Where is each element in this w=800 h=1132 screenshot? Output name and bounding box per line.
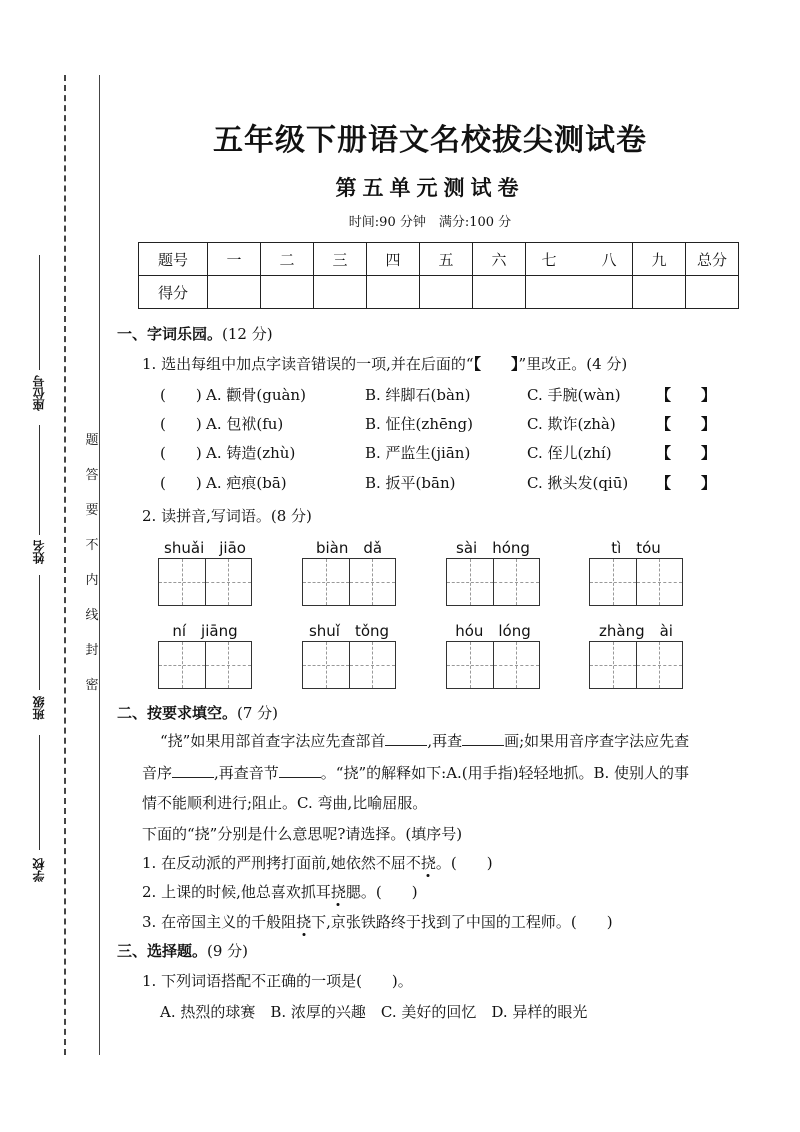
text: ,再查音节 [214,764,279,782]
grid-cell[interactable] [447,559,494,605]
section-points: (9 分) [207,942,249,960]
score-header-cell: 三 [314,243,367,276]
text: 。“挠”的解释如下:A.(用手指)轻轻地抓。B. 使别人的事 [320,764,690,782]
choice-options: A. 热烈的球赛 B. 浓厚的兴趣 C. 美好的回忆 D. 异样的眼光 [160,1003,588,1021]
option-a: A. 颧骨(guàn) [206,386,306,404]
character-grid[interactable] [302,641,396,689]
character-grid[interactable] [446,558,540,606]
option-c: C. 欺诈(zhà) [527,415,616,433]
score-table-header-row [139,243,739,276]
text: 2. 上课的时候,他总喜欢抓耳 [142,883,331,901]
character-grid[interactable] [589,558,683,606]
grid-cell[interactable] [637,559,683,605]
section-heading [117,323,273,344]
score-cell[interactable] [314,276,367,309]
answer-paren[interactable]: 下,京张铁路终于找到了中国的工程师。( ) [311,913,613,931]
pinyin-word-box [589,537,683,606]
grid-cell[interactable] [159,642,206,688]
grid-cell[interactable] [206,642,252,688]
section-heading-text: 三、选择题。 [117,942,208,960]
character-grid[interactable] [446,641,540,689]
pinyin-word-box [446,620,540,689]
answer-paren[interactable]: ( ) [160,474,202,492]
answer-paren[interactable]: 腮。( ) [345,883,418,901]
answer-brackets: 【 】 [473,355,519,373]
question-text: 1. 下列词语搭配不正确的一项是( )。 [142,972,413,990]
binding-line [99,75,100,1055]
text: 3. 在帝国主义的千般阻 [142,913,297,931]
pinyin-word-box [158,620,252,689]
score-cell[interactable] [473,276,526,309]
grid-cell[interactable] [206,559,252,605]
score-cell[interactable] [420,276,473,309]
page-subtitle: 第五单元测试卷 [335,175,525,200]
score-header-cell: 总分 [686,243,739,276]
section-heading [117,940,248,961]
correction-brackets[interactable]: 【 】 [656,474,717,492]
option-b: B. 扳平(bān) [365,474,456,492]
answer-paren[interactable]: ( ) [160,386,202,404]
option-c: C. 手腕(wàn) [527,386,621,404]
score-header-cell: 九 [633,243,686,276]
grid-cell[interactable] [159,559,206,605]
score-header-cell: 题号 [139,243,208,276]
seal-char: 要 [85,503,99,518]
correction-brackets[interactable]: 【 】 [656,444,717,462]
grid-cell[interactable] [494,642,540,688]
text: “挠”如果用部首查字法应先查部首 [160,732,386,750]
question-text-part: 1. 选出每组中加点字读音错误的一项,并在后面的“ [142,355,474,373]
dotted-char: 挠 [330,883,346,901]
name-label: 姓名 [32,540,46,564]
score-header-cell: 二 [261,243,314,276]
score-header-cell: 一 [208,243,261,276]
pinyin-label: zhàng ài [599,622,673,640]
seal-char: 密 [85,678,99,693]
option-b: B. 严监生(jiān) [365,444,471,462]
pinyin-word-box [589,620,683,689]
class-label: 班级 [32,696,46,720]
class-write-line [39,575,40,690]
character-grid[interactable] [158,641,252,689]
option-a: A. 疤痕(bā) [206,474,287,492]
pinyin-label: shuǎi jiāo [164,539,246,557]
fill-blank[interactable] [172,762,214,778]
pinyin-label: shuǐ tǒng [308,622,390,640]
dotted-char: 挠 [420,854,436,872]
character-grid[interactable] [158,558,252,606]
cut-dashed-line [64,75,66,1055]
question-text: 2. 读拼音,写词语。(8 分) [142,507,312,525]
seal-char: 不 [85,538,99,553]
grid-cell[interactable] [494,559,540,605]
seal-char: 封 [85,643,99,658]
text: ,再查 [427,732,463,750]
fill-blank[interactable] [279,762,321,778]
score-cell[interactable] [686,276,739,309]
seal-char: 内 [85,573,99,588]
dotted-char: 挠 [296,913,312,931]
pinyin-label: biàn dǎ [315,539,383,557]
grid-cell[interactable] [637,642,683,688]
school-label: 学校 [32,858,46,882]
school-write-line [39,735,40,850]
score-cell[interactable] [526,276,633,309]
seal-char: 题 [85,433,99,448]
text: 1. 在反动派的严刑拷打面前,她依然不屈不 [142,854,421,872]
sentence-item [142,911,613,932]
seat-write-line [39,255,40,370]
paragraph-line [160,726,689,756]
score-cell[interactable] [261,276,314,309]
sentence-item [142,881,418,902]
option-b: B. 怔住(zhēng) [365,415,473,433]
pinyin-word-box [302,537,396,606]
answer-paren[interactable]: 。( ) [435,854,493,872]
score-table [138,242,739,309]
instruction-text: 下面的“挠”分别是什么意思呢?请选择。(填序号) [142,825,463,843]
score-cell[interactable] [367,276,420,309]
page-title: 五年级下册语文名校拔尖测试卷 [213,123,647,158]
pinyin-word-box [302,620,396,689]
option-a: A. 包袱(fu) [206,415,284,433]
section-heading-text: 二、按要求填空。 [117,704,238,722]
score-cell[interactable] [633,276,686,309]
score-header-cell [526,243,633,276]
paragraph-line [142,758,689,788]
text: 画;如果用音序查字法应先查 [504,732,690,750]
option-b: B. 绊脚石(bàn) [365,386,471,404]
pinyin-label: ní jiāng [172,622,238,640]
grid-cell[interactable] [350,559,396,605]
text: 音序 [142,764,173,782]
fill-blank[interactable] [385,730,427,746]
grid-cell[interactable] [590,559,637,605]
name-write-line [39,425,40,535]
option-a: A. 铸造(zhù) [206,444,296,462]
pinyin-word-box [446,537,540,606]
answer-paren[interactable]: ( ) [160,444,202,462]
answer-paren[interactable]: ( ) [160,415,202,433]
option-c: C. 揪头发(qiū) [527,474,629,492]
seat-label: 座位号 [32,375,46,411]
seal-char: 线 [85,608,99,623]
sentence-item [142,852,493,873]
grid-cell[interactable] [590,642,637,688]
grid-cell[interactable] [447,642,494,688]
exam-meta: 时间:90 分钟 满分:100 分 [348,215,512,230]
section-points: (12 分) [222,325,273,343]
score-cell[interactable] [208,276,261,309]
grid-cell[interactable] [350,642,396,688]
score-header-text: 七 [541,250,557,269]
question-text-part: ”里改正。(4 分) [518,355,628,373]
score-header-cell: 六 [473,243,526,276]
pinyin-label: sài hóng [456,539,530,557]
character-grid[interactable] [589,641,683,689]
section-heading-text: 一、字词乐园。 [117,325,223,343]
option-c: C. 侄儿(zhí) [527,444,612,462]
score-row-label: 得分 [139,276,208,309]
paragraph-line: 情不能顺利进行;阻止。C. 弯曲,比喻屈服。 [142,794,428,812]
pinyin-word-box [158,537,252,606]
score-header-cell: 四 [367,243,420,276]
score-table-score-row [139,276,739,309]
fill-blank[interactable] [462,730,504,746]
pinyin-label: tì tóu [611,539,661,557]
correction-brackets[interactable]: 【 】 [656,386,717,404]
score-header-text: 八 [601,250,617,269]
pinyin-label: hóu lóng [455,622,531,640]
section-heading [117,702,278,723]
question-text [142,353,627,374]
correction-brackets[interactable]: 【 】 [656,415,717,433]
score-header-cell: 五 [420,243,473,276]
character-grid[interactable] [302,558,396,606]
grid-cell[interactable] [303,642,350,688]
section-points: (7 分) [237,704,279,722]
seal-char: 答 [85,468,99,483]
grid-cell[interactable] [303,559,350,605]
